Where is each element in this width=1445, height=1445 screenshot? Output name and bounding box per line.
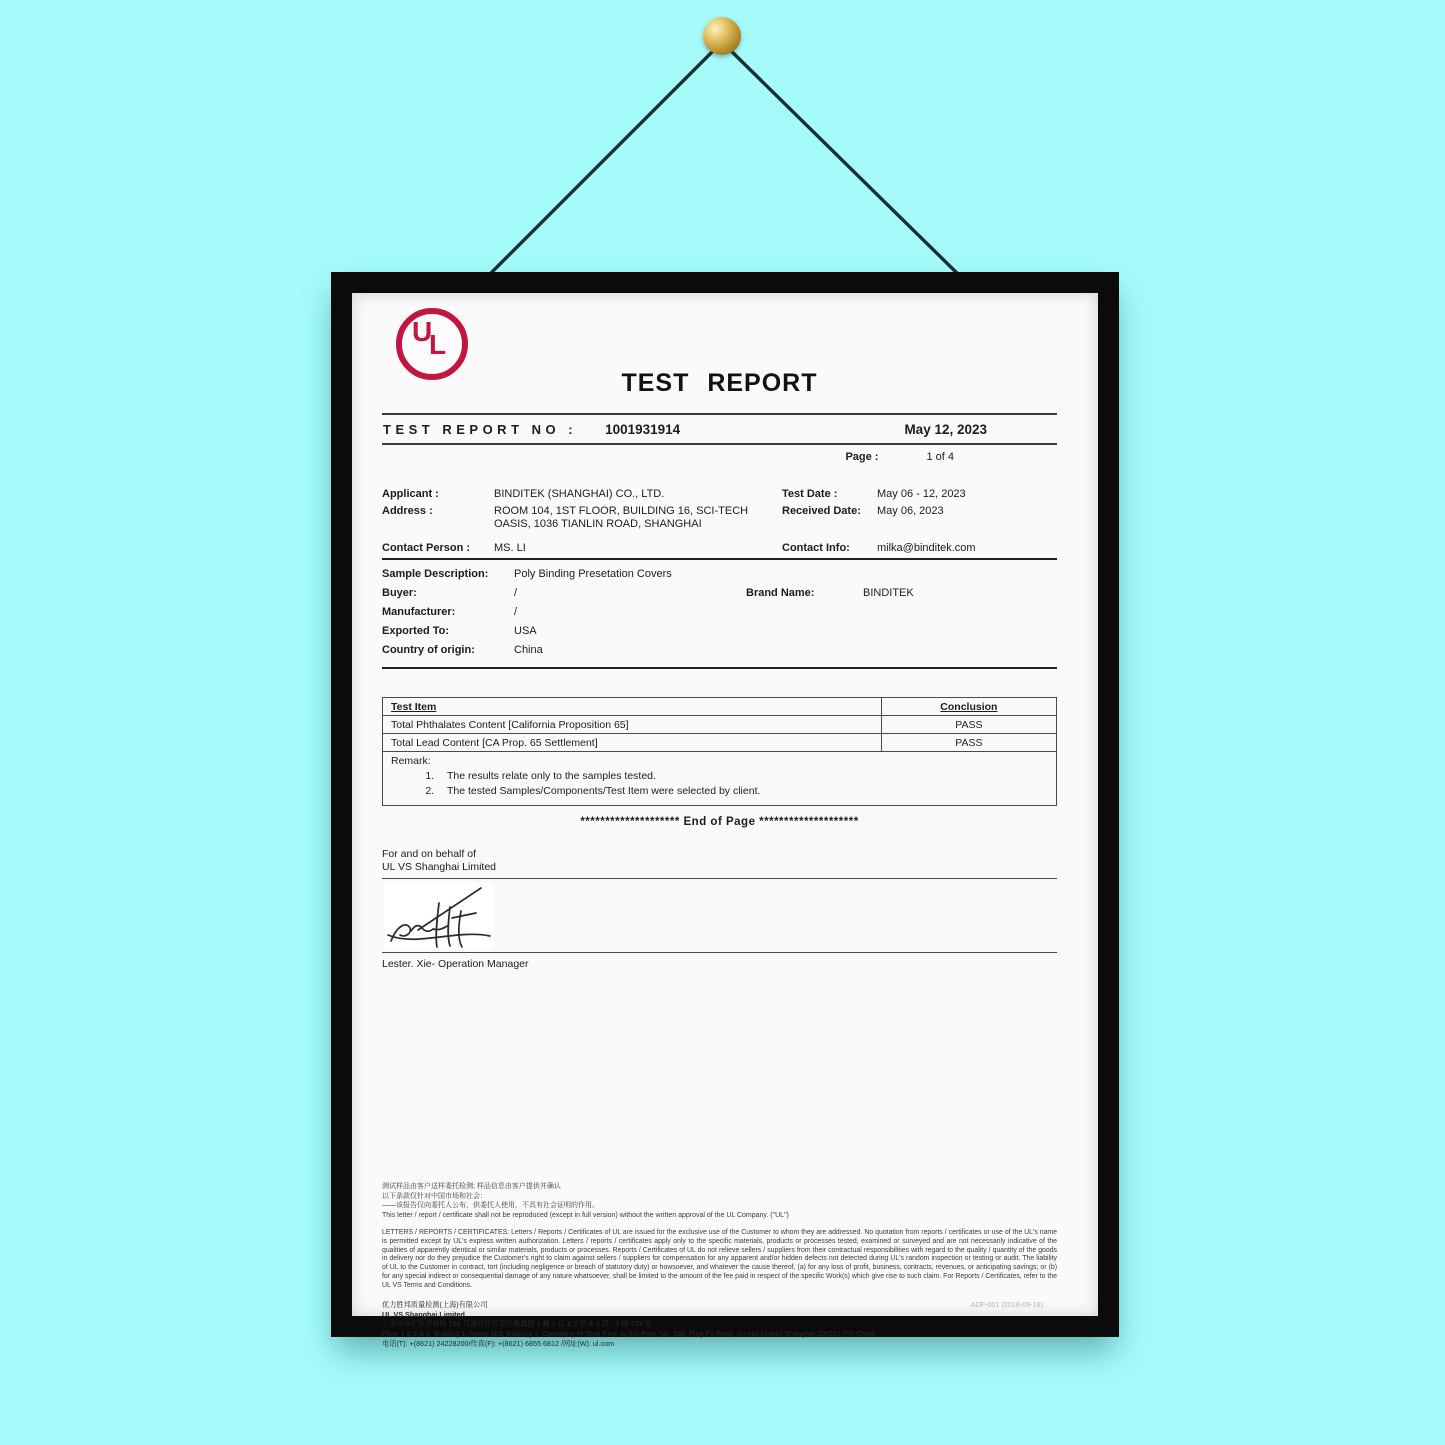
received-date-label: Received Date:: [782, 504, 861, 517]
divider: [382, 667, 1057, 669]
exported-to-value: USA: [514, 625, 537, 637]
country-row: [382, 644, 1057, 656]
report-number-value: 1001931914: [605, 422, 681, 437]
document-header: [382, 293, 1057, 413]
behalf-line1: For and on behalf of: [382, 848, 476, 860]
fine-print-line: This letter / report / certificate shall not be reproduced (except in full version) without the written approval of the UL Company. ("UL"): [382, 1211, 789, 1219]
report-number-row: [382, 415, 1057, 443]
fine-print-block: [382, 1182, 1057, 1220]
blank-area: [382, 970, 1057, 1182]
fine-print-line: 以下条款仅针对中国市场和社会：: [382, 1192, 487, 1200]
applicant-info-block: [382, 466, 1057, 555]
brand-name-value: BINDITEK: [863, 587, 914, 599]
received-date-value: May 06, 2023: [877, 504, 944, 517]
footer-phone-line: 电话(T): +(8621) 24228200/传真(F): +(8621) 6855 6812 /网址(W): ul.com: [382, 1338, 615, 1348]
signature-behalf-block: [382, 848, 1057, 879]
sample-description-row: [382, 568, 1057, 580]
remark-row: [383, 752, 1057, 806]
signature-image: [384, 883, 494, 949]
behalf-line2: UL VS Shanghai Limited: [382, 861, 497, 873]
footer-company-cn: 优力胜邦质量检测(上海)有限公司: [382, 1300, 488, 1310]
info-row-contact: [382, 542, 1057, 556]
footer-block: [382, 1300, 1057, 1348]
table-row: [383, 734, 1057, 752]
remark-list: [437, 770, 1048, 797]
footer-company-en: UL VS Shanghai Limited: [382, 1309, 465, 1319]
fine-print-line: 测试样品由客户送样委托检测; 样品信息由客户提供并确认: [382, 1183, 561, 1190]
applicant-label: Applicant :: [382, 488, 439, 500]
page-indicator-row: [382, 445, 1057, 466]
test-item-cell: Total Phthalates Content [California Proposition 65]: [383, 716, 882, 734]
contact-person-label: Contact Person :: [382, 541, 471, 554]
ul-logo-icon: [396, 308, 468, 380]
ul-logo-letter-l: L: [429, 329, 447, 360]
signer-name: Lester. Xie- Operation Manager: [382, 958, 529, 970]
buyer-value: /: [514, 587, 518, 599]
country-label: Country of origin:: [382, 644, 475, 656]
brand-name-label: Brand Name:: [746, 587, 815, 599]
conclusion-header: Conclusion: [881, 698, 1056, 716]
conclusion-cell: PASS: [881, 734, 1056, 752]
results-table: [382, 697, 1057, 806]
remark-label: Remark:: [391, 755, 431, 767]
buyer-label: Buyer:: [382, 587, 417, 599]
test-report-document: [352, 293, 1098, 1348]
footer-doc-code: ADF-001 (2018-09-18): [970, 1300, 1043, 1310]
footer-row: [382, 1300, 1057, 1310]
applicant-value: BINDITEK (SHANGHAI) CO., LTD.: [494, 488, 665, 500]
report-date: May 12, 2023: [904, 422, 987, 437]
remark-cell: [383, 752, 1057, 806]
page-value: 1 of 4: [926, 451, 954, 463]
nail-pin: [703, 17, 741, 55]
end-of-page-marker: ******************** End of Page ********************: [580, 816, 859, 828]
info-row-address: [382, 505, 1057, 532]
contact-info-label: Contact Info:: [782, 541, 850, 554]
country-value: China: [514, 644, 543, 656]
conclusion-cell: PASS: [881, 716, 1056, 734]
info-row-applicant: [382, 488, 1057, 502]
manufacturer-label: Manufacturer:: [382, 606, 456, 618]
buyer-row: [382, 587, 1057, 599]
manufacturer-row: [382, 606, 1057, 618]
sample-description-label: Sample Description:: [382, 568, 489, 580]
test-date-value: May 06 - 12, 2023: [877, 488, 966, 500]
exported-to-label: Exported To:: [382, 625, 450, 637]
page-label: Page :: [845, 451, 879, 463]
ul-logo-letter-u: U: [412, 316, 433, 347]
contact-person-value: MS. LI: [494, 541, 526, 554]
legal-paragraph: LETTERS / REPORTS / CERTIFICATES: Letters / Reports / Certificates of UL are issued for the exclusive use of the Customer to whom they are addressed. No quotation from reports / certificates or use of the UL's name is permitted except by UL's express written authorization. Letters / reports / certificates apply only to the specific materials, products or processes tested, examined or surveyed and are not necessarily indicative of the qualities of apparently identical or similar materials, products or processes. Reports / Certificates of UL do not relieve sellers / suppliers from their contractual responsibilities with regard to the quality / quantity of the goods in delivery nor do they prejudice the Customer's right to claim against sellers / suppliers for compensation for any apparent and/or hidden defects not detected during UL's random inspection or testing or audit. The liability of UL to the Customer in contract, tort (including negligence or breach of statutory duty) or howsoever, and whatever the cause thereof, (a) for any loss of profit, business, contracts, revenues, or anticipating savings; or (b) for any special indirect or consequential damage of any nature whatsoever, shall be limited to the amount of the fee paid in respect of the specific Work(s) which give rise to such claim. For Reports / Certificates, refer to the UL VS Terms and Conditions.: [382, 1229, 1057, 1289]
footer-address-cn: 上海市徐汇区平福路 188 号漕河泾开发区聚鑫园 1 幢 1 层 & 2 层 & 3 层 · 3 幢 103 室: [382, 1319, 652, 1329]
test-item-cell: Total Lead Content [CA Prop. 65 Settlement]: [383, 734, 882, 752]
remark-item: 2. The tested Samples/Components/Test Item were selected by client.: [437, 785, 1048, 797]
sample-description-value: Poly Binding Presetation Covers: [514, 568, 672, 580]
contact-info-value: milka@binditek.com: [877, 541, 976, 554]
page-title: TEST REPORT: [621, 369, 818, 397]
report-number-label: TEST REPORT NO :: [383, 422, 578, 437]
test-item-header: Test Item: [383, 698, 882, 716]
footer-address-en: Floor 1 & 2 & 3, Building 1; Room 103, Building 3, Caohejing Hi Tech Park Ju Xin Park, No. 188, Ping Fu Road, Xu Hui District Shanghai 200231,P.R.China: [382, 1329, 875, 1339]
table-row: [383, 716, 1057, 734]
address-value: ROOM 104, 1ST FLOOR, BUILDING 16, SCI-TECH OASIS, 1036 TIANLIN ROAD, SHANGHAI: [494, 504, 749, 530]
remark-item: 1. The results relate only to the samples tested.: [437, 770, 1048, 782]
results-header-row: [383, 698, 1057, 716]
fine-print-line: ——该报告仅向委托人公布，供委托人使用，不具有社会证明的作用。: [382, 1202, 599, 1210]
test-date-label: Test Date :: [782, 488, 838, 500]
sample-info-block: [382, 560, 1057, 667]
picture-frame: [331, 272, 1119, 1348]
manufacturer-value: /: [514, 606, 518, 618]
address-label: Address :: [382, 504, 433, 517]
exported-to-row: [382, 625, 1057, 637]
